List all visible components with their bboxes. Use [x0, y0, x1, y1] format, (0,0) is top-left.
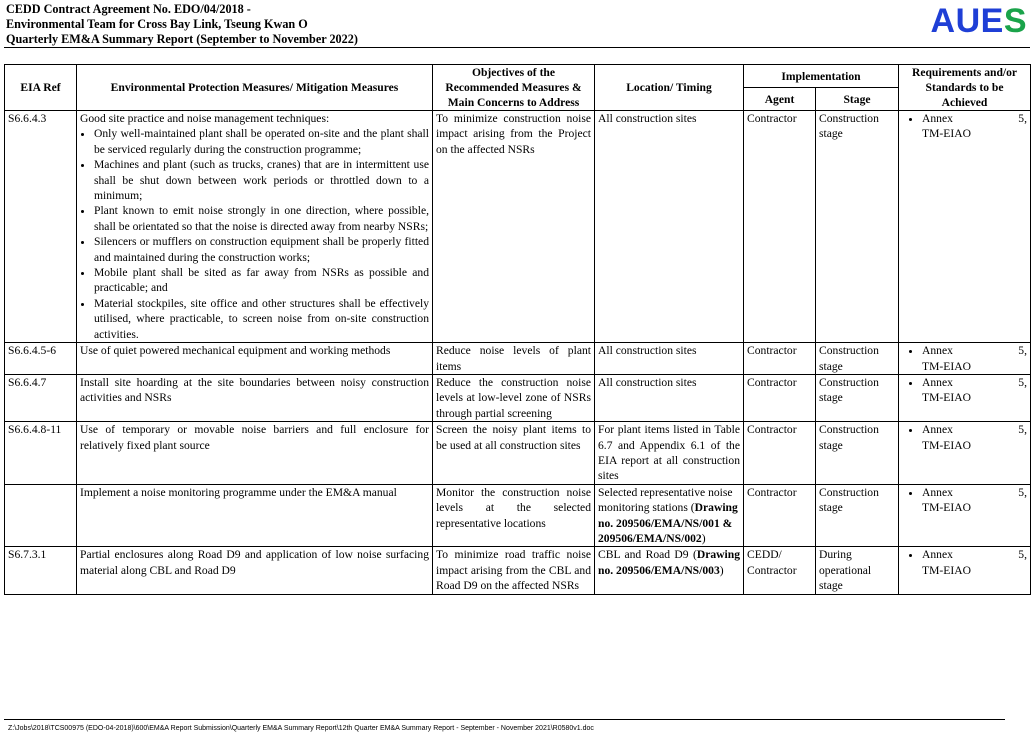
- requirement-item: [922, 375, 1027, 406]
- contract-line: CEDD Contract Agreement No. EDO/04/2018 -: [6, 2, 251, 16]
- requirement-item: [922, 547, 1027, 578]
- requirement-annex: Annex 5,: [922, 548, 1028, 562]
- eia-ref-cell: S6.7.3.1: [5, 547, 77, 594]
- requirement-annex: Annex 5,: [922, 375, 1028, 389]
- measure-cell: Use of quiet powered mechanical equipment and working methods: [77, 343, 433, 375]
- objective-cell: Screen the noisy plant items to be used at all construction sites: [433, 422, 595, 485]
- col-header-objectives: Objectives of the Recommended Measures & Main Concerns to Address: [433, 65, 595, 111]
- footer-divider: [4, 719, 1005, 720]
- stage-cell: Construction stage: [816, 374, 899, 421]
- requirement-tm: TM-EIAO: [922, 391, 971, 405]
- requirements-cell: [899, 547, 1031, 594]
- measure-cell: Partial enclosures along Road D9 and application of low noise surfacing material along CBL and Road D9: [77, 547, 433, 594]
- location-cell: For plant items listed in Table 6.7 and Appendix 6.1 of the EIA report at all construction sites: [595, 422, 744, 485]
- eia-ref-cell: S6.6.4.3: [5, 111, 77, 343]
- location-text: CBL and Road D9 (: [598, 548, 697, 562]
- team-line: Environmental Team for Cross Bay Link, Tseung Kwan O: [6, 17, 308, 32]
- drawing-reference: Drawing no. 209506/EMA/NS/003: [598, 548, 740, 577]
- col-header-measures: Environmental Protection Measures/ Mitigation Measures: [77, 65, 433, 111]
- col-header-agent: Agent: [744, 88, 816, 111]
- requirement-annex: Annex 5,: [922, 112, 1028, 125]
- requirement-tm: TM-EIAO: [922, 563, 971, 577]
- logo-letter: S: [1003, 2, 1027, 40]
- mitigation-measures-table: [4, 64, 1031, 595]
- table-row: [5, 111, 1031, 343]
- table-row: [5, 547, 1031, 594]
- table-row: [5, 484, 1031, 547]
- col-header-implementation: Implementation: [744, 65, 899, 88]
- agent-cell: Contractor: [744, 374, 816, 421]
- requirement-item: [922, 343, 1027, 374]
- objective-cell: Monitor the construction noise levels at the selected representative locations: [433, 484, 595, 547]
- measure-cell: Use of temporary or movable noise barriers and full enclosure for relatively fixed plant source: [77, 422, 433, 485]
- objective-cell: Reduce noise levels of plant items: [433, 343, 595, 375]
- stage-cell: Construction stage: [816, 343, 899, 375]
- eia-ref-cell: S6.6.4.7: [5, 374, 77, 421]
- location-text-end: ): [701, 531, 706, 545]
- measure-cell: Implement a noise monitoring programme under the EM&A manual: [77, 484, 433, 547]
- requirement-item: [922, 422, 1027, 453]
- objective-cell: To minimize road traffic noise impact arising from the CBL and Road D9 on the affected NSRs: [433, 547, 595, 594]
- measure-bullet: • Mobile plant shall be sited as far away from NSRs as possible and practicable; and: [94, 265, 429, 296]
- measure-cell: [77, 111, 433, 343]
- agent-cell: Contractor: [744, 422, 816, 485]
- requirement-annex: Annex 5,: [922, 423, 1028, 437]
- aues-logo: [931, 2, 1028, 40]
- report-header: [6, 2, 358, 48]
- stage-cell: Construction stage: [816, 111, 899, 343]
- agent-cell: Contractor: [744, 343, 816, 375]
- requirement-item: [922, 111, 1027, 142]
- requirements-cell: [899, 374, 1031, 421]
- objective-cell: To minimize construction noise impact arising from the Project on the affected NSRs: [433, 111, 595, 343]
- col-header-eia-ref: EIA Ref: [5, 65, 77, 111]
- logo-letter: U: [955, 2, 981, 40]
- table-row: [5, 422, 1031, 485]
- measure-bullet: • Material stockpiles, site office and other structures shall be effectively utilised, where practicable, to screen noise from on-site construction activities.: [94, 296, 429, 342]
- header-divider: [4, 47, 1030, 48]
- file-path-footer: Z:\Jobs\2018\TCS00975 (EDO-04-2018)\600\EM&A Report Submission\Quarterly EM&A Summary Report\12th Quarter EM&A Summary Report - September - November 2021\R0580v1.doc: [8, 725, 594, 732]
- requirements-cell: [899, 343, 1031, 375]
- requirement-tm: TM-EIAO: [922, 438, 971, 452]
- stage-cell: Construction stage: [816, 422, 899, 485]
- objective-cell: Reduce the construction noise levels at low-level zone of NSRs through partial screening: [433, 374, 595, 421]
- location-text-end: ): [719, 563, 724, 577]
- logo-letter: A: [930, 2, 956, 40]
- measure-bullet: • Only well-maintained plant shall be operated on-site and the plant shall be serviced regularly during the construction programme;: [94, 126, 429, 157]
- table-row: [5, 374, 1031, 421]
- logo-letter: E: [980, 2, 1004, 40]
- measure-bullet-list: [80, 126, 429, 342]
- agent-cell: Contractor: [744, 111, 816, 343]
- requirement-tm: TM-EIAO: [922, 359, 971, 373]
- requirements-cell: [899, 422, 1031, 485]
- header-row-1: [5, 65, 1031, 88]
- location-cell: [595, 547, 744, 594]
- report-title-line: Quarterly EM&A Summary Report (September to November 2022): [6, 32, 358, 47]
- col-header-location: Location/ Timing: [595, 65, 744, 111]
- measure-cell: Install site hoarding at the site boundaries between noisy construction activities and NSRs: [77, 374, 433, 421]
- location-cell: All construction sites: [595, 111, 744, 343]
- requirement-item: [922, 485, 1027, 516]
- requirement-tm: TM-EIAO: [922, 501, 971, 515]
- table-row: [5, 343, 1031, 375]
- eia-ref-cell: [5, 484, 77, 547]
- requirement-annex: Annex 5,: [922, 344, 1028, 358]
- measure-bullet: • Silencers or mufflers on construction equipment shall be properly fitted and maintained during the construction works;: [94, 234, 429, 265]
- measure-intro: Good site practice and noise management techniques:: [80, 112, 330, 125]
- measure-bullet: • Machines and plant (such as trucks, cranes) that are in intermittent use shall be shut down between work periods or throttled down to a minimum;: [94, 157, 429, 203]
- requirements-cell: [899, 111, 1031, 343]
- stage-cell: During operational stage: [816, 547, 899, 594]
- eia-ref-cell: S6.6.4.8-11: [5, 422, 77, 485]
- col-header-stage: Stage: [816, 88, 899, 111]
- location-cell: [595, 484, 744, 547]
- drawing-reference: Drawing no. 209506/EMA/NS/001 & 209506/EMA/NS/002: [598, 501, 738, 545]
- location-text: Selected representative noise monitoring stations (: [598, 485, 733, 515]
- location-cell: All construction sites: [595, 343, 744, 375]
- stage-cell: Construction stage: [816, 484, 899, 547]
- requirement-tm: TM-EIAO: [922, 127, 971, 141]
- eia-ref-cell: S6.6.4.5-6: [5, 343, 77, 375]
- agent-cell: CEDD/ Contractor: [744, 547, 816, 594]
- location-cell: All construction sites: [595, 374, 744, 421]
- requirement-annex: Annex 5,: [922, 485, 1028, 499]
- measure-bullet: • Plant known to emit noise strongly in one direction, where possible, shall be orientated so that the noise is directed away from nearby NSRs;: [94, 203, 429, 234]
- col-header-requirements: Requirements and/or Standards to be Achieved: [899, 65, 1031, 111]
- agent-cell: Contractor: [744, 484, 816, 547]
- requirements-cell: [899, 484, 1031, 547]
